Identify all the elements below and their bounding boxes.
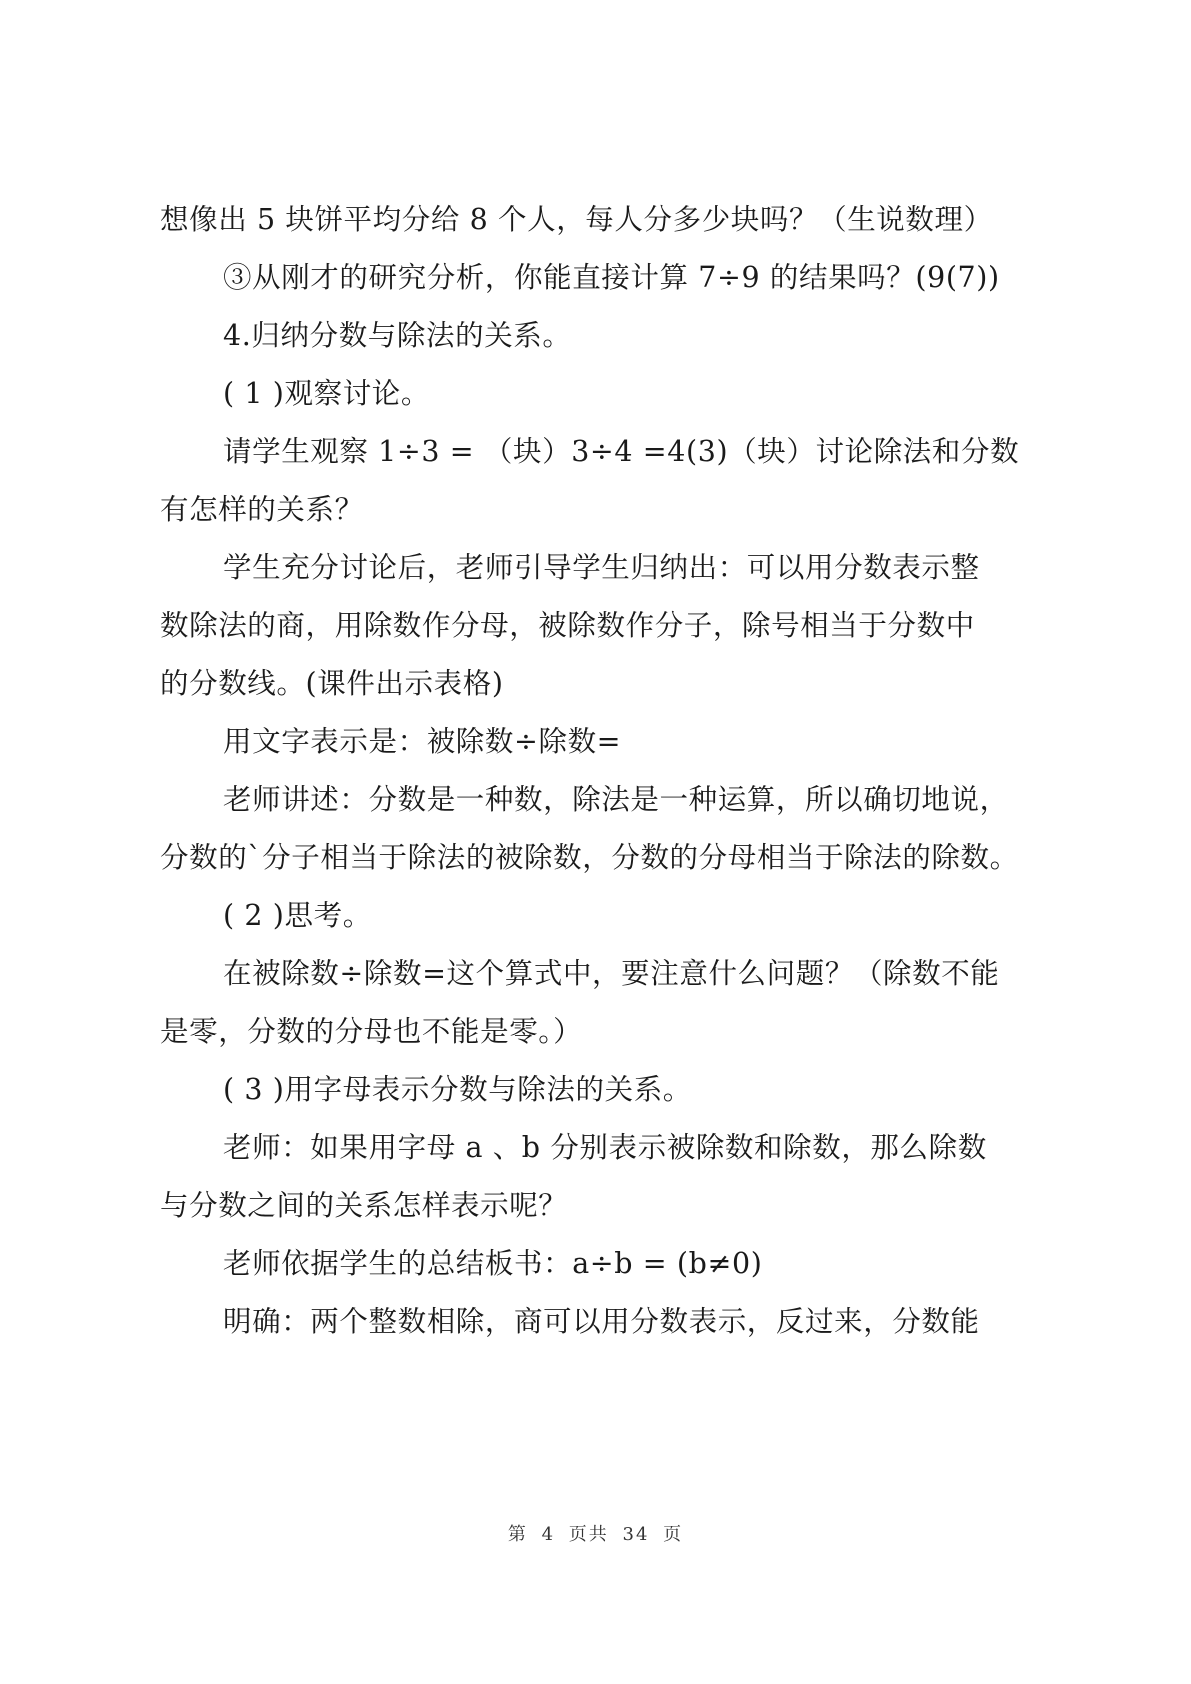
text-line: 老师依据学生的总结板书：a÷b = (b≠0)	[223, 1247, 763, 1280]
text-line: 老师讲述：分数是一种数，除法是一种运算，所以确切地说，	[223, 783, 1009, 816]
page-number-footer: 第 4 页共 34 页	[507, 1524, 684, 1545]
text-line: 有怎样的关系？	[160, 493, 364, 526]
text-line: 分数的`分子相当于除法的被除数，分数的分母相当于除法的除数。	[160, 841, 1019, 874]
text-line: 用文字表示是：被除数÷除数=	[223, 725, 622, 758]
subsection-heading: ( 2 )思考。	[223, 899, 372, 932]
text-line: 是零，分数的分母也不能是零。）	[160, 1015, 583, 1048]
subsection-heading: ( 3 )用字母表示分数与除法的关系。	[223, 1073, 692, 1106]
text-line: 在被除数÷除数=这个算式中，要注意什么问题？（除数不能	[223, 957, 1000, 990]
section-heading: 4.归纳分数与除法的关系。	[223, 319, 572, 352]
text-line: 请学生观察 1÷3 = （块）3÷4 =4(3)（块）讨论除法和分数	[223, 435, 1020, 468]
text-line: 老师：如果用字母 a 、b 分别表示被除数和除数，那么除数	[223, 1131, 987, 1164]
text-line: ③从刚才的研究分析，你能直接计算 7÷9 的结果吗？(9(7))	[223, 261, 1000, 294]
text-line: 的分数线。(课件出示表格)	[160, 667, 504, 700]
subsection-heading: ( 1 )观察讨论。	[223, 377, 430, 410]
text-line: 学生充分讨论后，老师引导学生归纳出：可以用分数表示整	[223, 551, 980, 584]
text-line: 数除法的商，用除数作分母，被除数作分子，除号相当于分数中	[160, 609, 975, 642]
text-line: 与分数之间的关系怎样表示呢？	[160, 1189, 568, 1222]
text-line: 明确：两个整数相除，商可以用分数表示，反过来，分数能	[223, 1305, 980, 1338]
text-line: 想像出 5 块饼平均分给 8 个人，每人分多少块吗？（生说数理）	[160, 203, 993, 236]
